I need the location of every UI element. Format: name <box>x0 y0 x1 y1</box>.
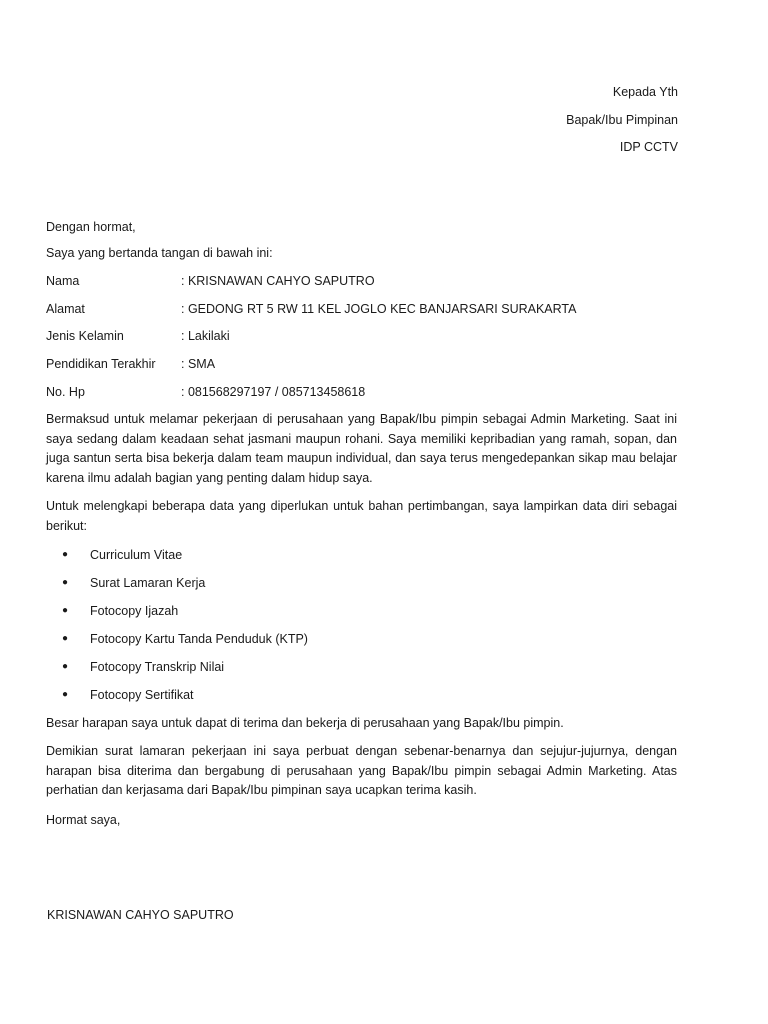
list-item <box>62 658 308 686</box>
list-item-label: Surat Lamaran Kerja <box>90 576 206 590</box>
field-row-name <box>46 272 686 300</box>
field-label: No. Hp <box>46 384 85 399</box>
bullet-icon: ● <box>62 633 69 644</box>
bullet-icon: ● <box>62 689 69 700</box>
addressee-block <box>566 79 678 162</box>
closing-salutation: Hormat saya, <box>46 813 121 827</box>
addressee-line-2: Bapak/Ibu Pimpinan <box>566 112 678 127</box>
field-label: Nama <box>46 274 80 288</box>
addressee-line-3: IDP CCTV <box>619 140 678 154</box>
paragraph-hope: Besar harapan saya untuk dapat di terima dan bekerja di perusahaan yang Bapak/Ibu pimpin. <box>46 716 564 730</box>
paragraph-attachments-intro: Untuk melengkapi beberapa data yang diperlukan untuk bahan pertimbangan, saya lampirkan data diri sebagai berikut: <box>46 499 677 533</box>
bullet-icon: ● <box>62 605 69 616</box>
list-item <box>62 630 308 658</box>
greeting: Dengan hormat, <box>46 220 136 234</box>
field-label: Alamat <box>46 301 85 316</box>
list-item <box>62 546 308 574</box>
bullet-icon: ● <box>62 661 69 672</box>
field-label: Jenis Kelamin <box>46 329 124 344</box>
field-value: : Lakilaki <box>181 329 230 344</box>
bullet-icon: ● <box>62 549 69 560</box>
list-item-label: Curriculum Vitae <box>90 548 183 562</box>
field-row-phone <box>46 383 686 411</box>
addressee-line-1: Kepada Yth <box>612 85 678 99</box>
attachment-list <box>62 546 308 714</box>
list-item-label: Fotocopy Kartu Tanda Penduduk (KTP) <box>90 632 308 646</box>
list-item <box>62 686 308 714</box>
field-label: Pendidikan Terakhir <box>46 357 156 372</box>
list-item-label: Fotocopy Transkrip Nilai <box>90 660 225 674</box>
field-row-gender <box>46 327 686 355</box>
field-value: : GEDONG RT 5 RW 11 KEL JOGLO KEC BANJARSARI SURAKARTA <box>181 301 577 316</box>
field-value: : 081568297197 / 085713458618 <box>181 384 366 399</box>
field-value: : KRISNAWAN CAHYO SAPUTRO <box>181 274 375 288</box>
list-item <box>62 602 308 630</box>
field-value: : SMA <box>181 357 216 372</box>
bullet-icon: ● <box>62 577 69 588</box>
list-item-label: Fotocopy Ijazah <box>90 604 179 618</box>
signature-name: KRISNAWAN CAHYO SAPUTRO <box>47 908 234 922</box>
list-item-label: Fotocopy Sertifikat <box>90 688 194 702</box>
list-item <box>62 574 308 602</box>
paragraph-purpose: Bermaksud untuk melamar pekerjaan di perusahaan yang Bapak/Ibu pimpin sebagai Admin Marketing. Saat ini saya sedang dalam keadaan sehat jasmani maupun rohani. Saya memiliki kepribadian yang ramah, sopan, dan juga santun serta bisa bekerja dalam team maupun individual, dan saya terus mengedepankan sikap mau belajar karena ilmu adalah bagian yang penting dalam hidup saya. <box>46 412 677 485</box>
field-row-address <box>46 300 686 328</box>
intro-line: Saya yang bertanda tangan di bawah ini: <box>46 246 273 260</box>
applicant-details <box>46 272 686 410</box>
paragraph-closing-statement: Demikian surat lamaran pekerjaan ini saya perbuat dengan sebenar-benarnya dan sejujur-jujurnya, dengan harapan bisa diterima dan bergabung di perusahaan yang Bapak/Ibu pimpin sebagai Admin Marketing. Atas perhatian dan kerjasama dari Bapak/Ibu pimpinan saya ucapkan terima kasih. <box>46 744 677 797</box>
field-row-education <box>46 355 686 383</box>
